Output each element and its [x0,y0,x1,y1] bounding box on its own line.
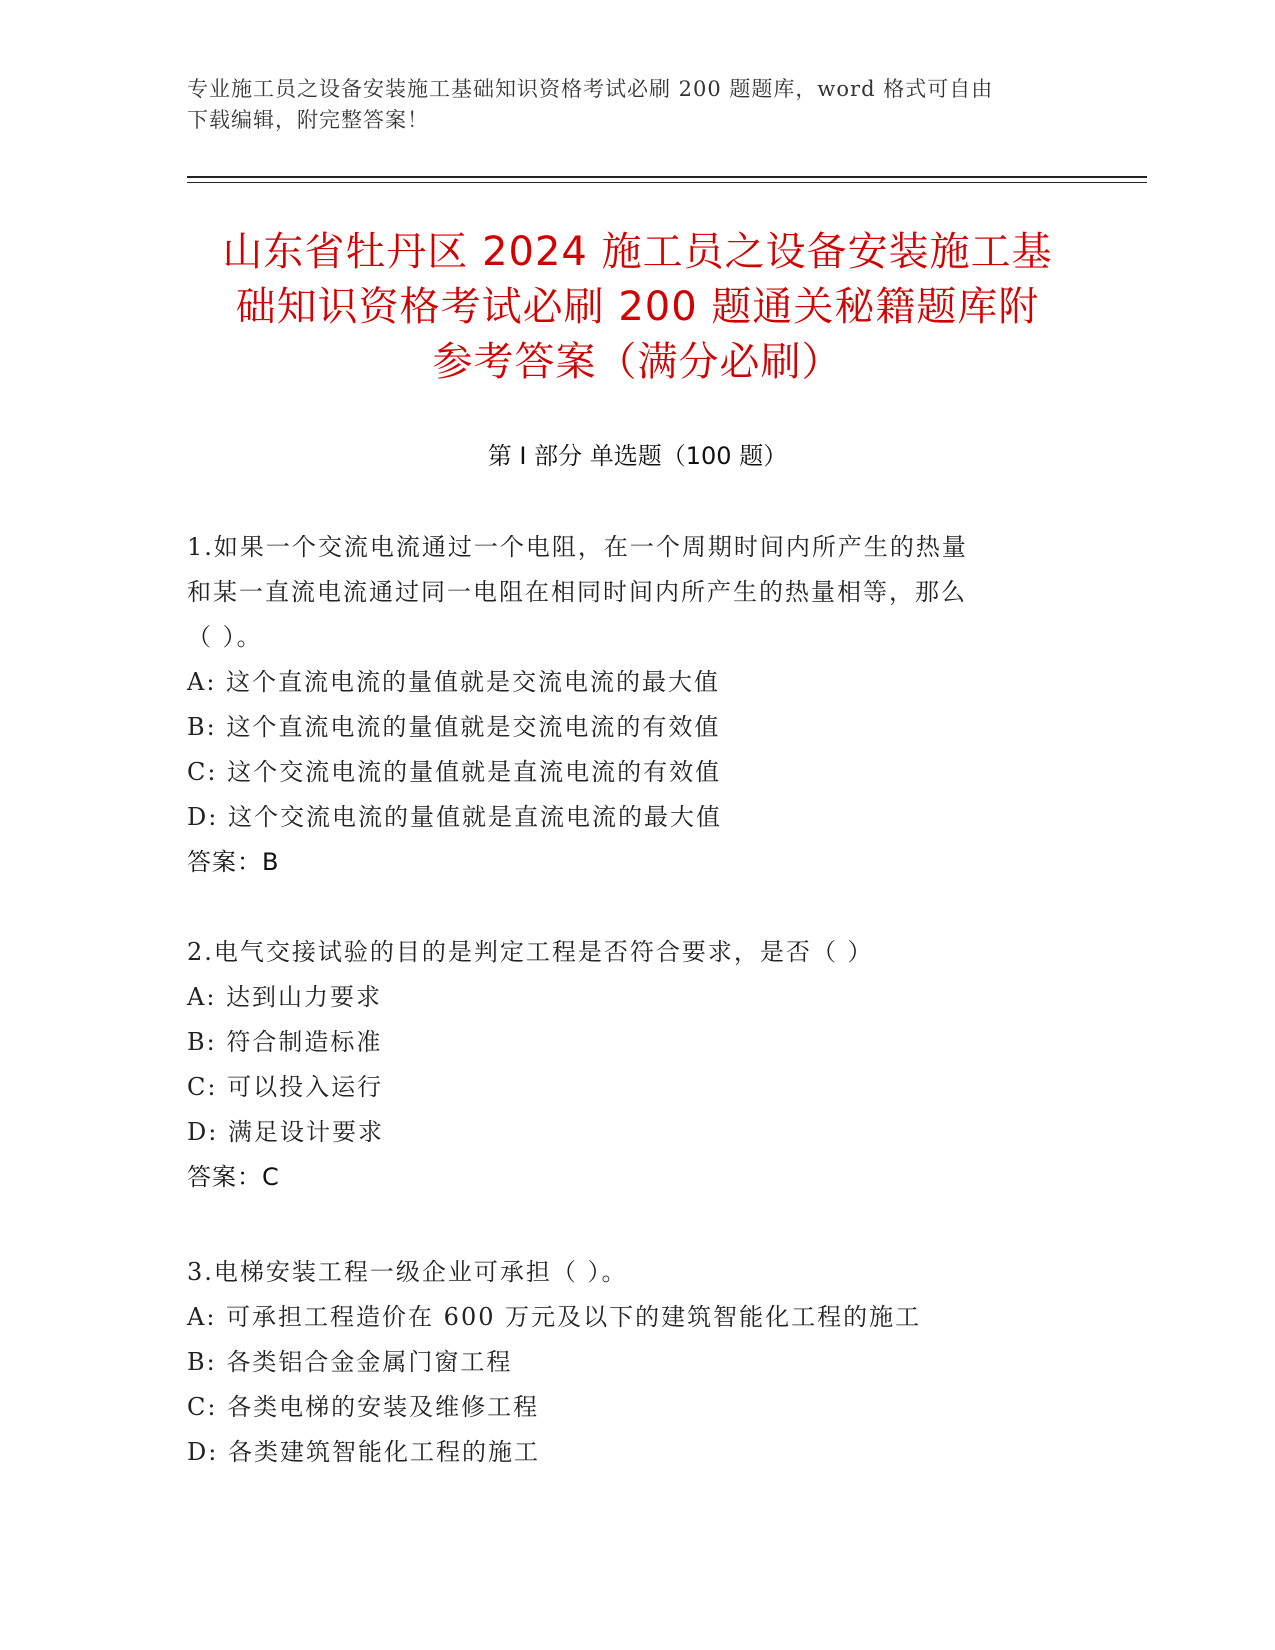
document-title-line: 参考答案（满分必刷） [432,339,843,385]
question-stem-line: 2.电气交接试验的目的是判定工程是否符合要求，是否（ ） [187,938,874,966]
question-stem-line: 1.如果一个交流电流通过一个电阻，在一个周期时间内所产生的热量 [187,533,968,561]
option-b: B: 各类铝合金金属门窗工程 [187,1348,513,1376]
question-1 [187,525,1067,885]
option-a: A: 达到山力要求 [187,983,383,1011]
option-a: A: 可承担工程造价在 600 万元及以下的建筑智能化工程的施工 [187,1303,922,1331]
document-title-line: 础知识资格考试必刷 200 题通关秘籍题库附 [235,284,1040,330]
option-a: A: 这个直流电流的量值就是交流电流的最大值 [187,668,721,696]
header-note-line: 下载编辑，附完整答案！ [187,108,429,132]
answer: 答案：B [187,848,280,876]
option-c: C: 这个交流电流的量值就是直流电流的有效值 [187,758,722,786]
question-3 [187,1250,1067,1475]
question-stem-line: （ ）。 [187,623,263,651]
option-d: D: 这个交流电流的量值就是直流电流的最大值 [187,803,722,831]
question-stem-line: 和某一直流电流通过同一电阻在相同时间内所产生的热量相等，那么 [187,578,967,606]
header-note-line: 专业施工员之设备安装施工基础知识资格考试必刷 200 题题库，word 格式可自由 [187,77,994,101]
option-b: B: 符合制造标准 [187,1028,383,1056]
document-title-line: 山东省牡丹区 2024 施工员之设备安装施工基 [222,229,1053,275]
option-c: C: 可以投入运行 [187,1073,384,1101]
answer: 答案：C [187,1163,280,1191]
option-d: D: 满足设计要求 [187,1118,384,1146]
option-b: B: 这个直流电流的量值就是交流电流的有效值 [187,713,721,741]
question-stem-line: 3.电梯安装工程一级企业可承担（ ）。 [187,1258,628,1286]
option-c: C: 各类电梯的安装及维修工程 [187,1393,540,1421]
section-heading: 第 I 部分 单选题（100 题） [487,442,788,470]
header-note [187,74,1067,136]
header-divider-thin [187,182,1147,183]
question-2 [187,930,1067,1200]
document-title [150,225,1125,390]
option-d: D: 各类建筑智能化工程的施工 [187,1438,540,1466]
header-divider-thick [187,176,1147,178]
